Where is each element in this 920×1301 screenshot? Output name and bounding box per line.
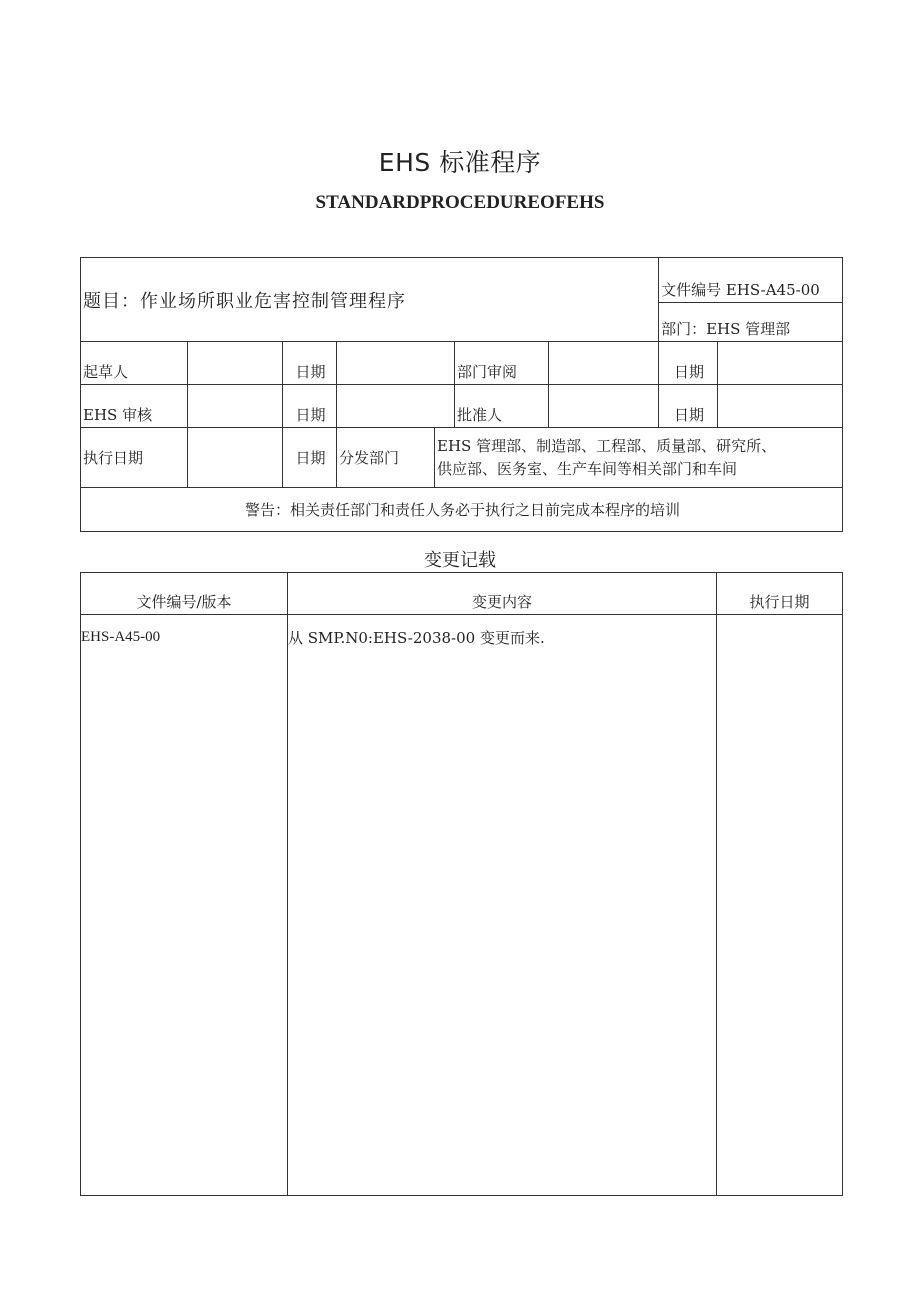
training-warning: 警告：相关责任部门和责任人务必于执行之日前完成本程序的培训 — [81, 488, 843, 532]
subject-cell: 题目：作业场所职业危害控制管理程序 — [81, 258, 659, 342]
row-doc-version: EHS-A45-00 — [81, 615, 288, 1196]
distribution-departments — [435, 428, 843, 488]
header-exec-date: 执行日期 — [717, 573, 843, 615]
date-label-2: 日期 — [659, 342, 718, 385]
row-exec-date — [717, 615, 843, 1196]
date-label-5: 日期 — [283, 428, 337, 488]
approver-value — [549, 385, 659, 428]
ehs-review-value — [188, 385, 283, 428]
date-value-4 — [718, 385, 843, 428]
dept-review-value — [549, 342, 659, 385]
page-title: EHS 标准程序 — [378, 148, 542, 177]
date-value-2 — [718, 342, 843, 385]
exec-date-label: 执行日期 — [81, 428, 188, 488]
change-record-table — [80, 572, 843, 1196]
distribution-line-2: 供应部、医务室、生产车间等相关部门和车间 — [437, 459, 738, 478]
distribution-line-1: EHS 管理部、制造部、工程部、质量部、研究所、 — [437, 436, 777, 455]
procedure-info-table — [80, 257, 843, 532]
date-label-1: 日期 — [283, 342, 337, 385]
ehs-review-label: EHS 审核 — [81, 385, 188, 428]
date-label-3: 日期 — [283, 385, 337, 428]
row-change-content: 从 SMP.N0:EHS-2038-00 变更而来. — [288, 615, 717, 1196]
date-value-1 — [337, 342, 455, 385]
page-subtitle: STANDARDPROCEDUREOFEHS — [315, 192, 605, 213]
dept-review-label: 部门审阅 — [455, 342, 549, 385]
change-record-title: 变更记载 — [424, 550, 496, 571]
date-label-4: 日期 — [659, 385, 718, 428]
header-change-content: 变更内容 — [288, 573, 717, 615]
doc-number-cell: 文件编号 EHS-A45-00 — [659, 258, 843, 303]
table-row — [81, 615, 843, 1196]
exec-date-value — [188, 428, 283, 488]
drafter-value — [188, 342, 283, 385]
drafter-label: 起草人 — [81, 342, 188, 385]
distribution-label: 分发部门 — [337, 428, 435, 488]
department-cell: 部门：EHS 管理部 — [659, 303, 843, 342]
approver-label: 批准人 — [455, 385, 549, 428]
date-value-3 — [337, 385, 455, 428]
header-doc-version: 文件编号/版本 — [81, 573, 288, 615]
